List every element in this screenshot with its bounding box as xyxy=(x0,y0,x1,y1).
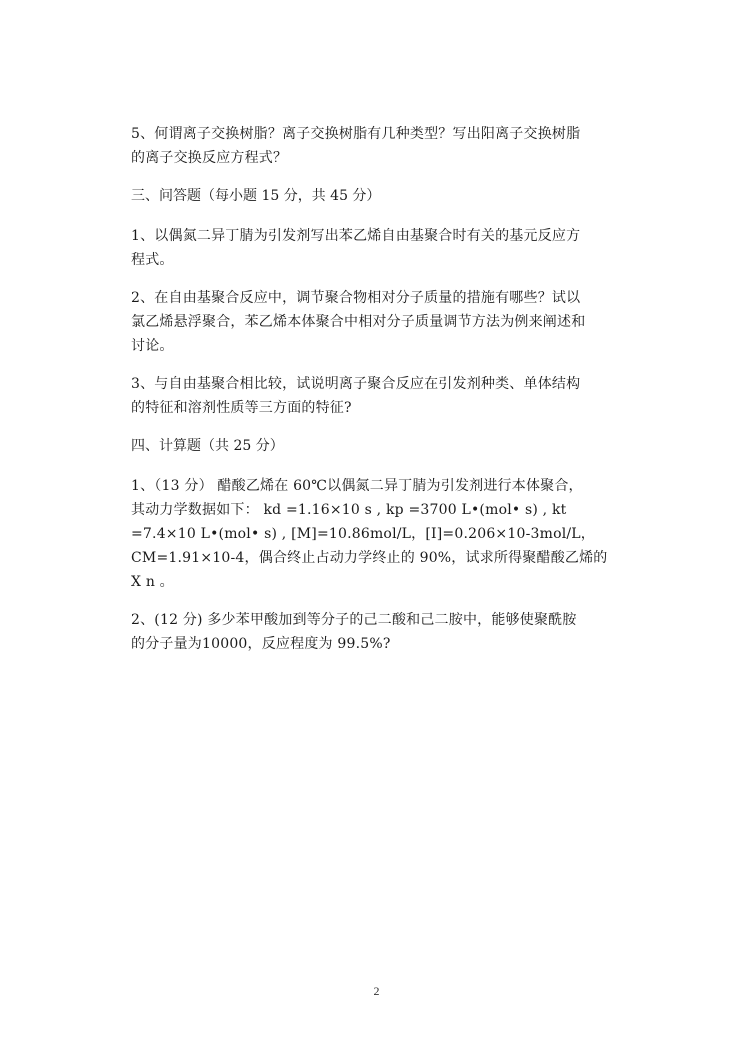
essay-question-2-line-2: 氯乙烯悬浮聚合，苯乙烯本体聚合中相对分子质量调节方法为例来阐述和 xyxy=(131,314,586,330)
calc-question-2 xyxy=(131,608,627,656)
page-number: 2 xyxy=(373,984,380,998)
calc-question-2-line-1: 2、(12 分) 多少苯甲酸加到等分子的己二酸和己二胺中，能够使聚酰胺 xyxy=(131,612,577,628)
essay-question-3 xyxy=(131,372,627,420)
essay-question-2-line-1: 2、在自由基聚合反应中，调节聚合物相对分子质量的措施有哪些？试以 xyxy=(131,290,581,306)
question-5 xyxy=(131,122,627,170)
calc-question-1-line-1: 1、（13 分） 醋酸乙烯在 60℃以偶氮二异丁腈为引发剂进行本体聚合， xyxy=(131,478,583,494)
question-5-line-1: 5、何谓离子交换树脂？离子交换树脂有几种类型？写出阳离子交换树脂 xyxy=(131,126,581,142)
calc-question-1-line-2: 其动力学数据如下： kd =1.16×10 s , kp =3700 L•(mol• s) , kt xyxy=(131,502,567,518)
page-content xyxy=(131,122,627,670)
section-3-heading: 三、问答题（每小题 15 分，共 45 分） xyxy=(131,188,381,204)
essay-question-2 xyxy=(131,286,627,358)
essay-question-1 xyxy=(131,224,627,272)
section-4-heading: 四、计算题（共 25 分） xyxy=(131,438,284,454)
question-5-line-2: 的离子交换反应方程式？ xyxy=(131,150,288,166)
calc-question-1 xyxy=(131,474,627,594)
calc-question-1-line-4: CM=1.91×10-4，偶合终止占动力学终止的 90%，试求所得聚醋酸乙烯的 xyxy=(131,550,608,566)
essay-question-3-line-1: 3、与自由基聚合相比较，试说明离子聚合反应在引发剂种类、单体结构 xyxy=(131,376,581,392)
calc-question-2-line-2: 的分子量为10000，反应程度为 99.5%? xyxy=(131,636,391,652)
essay-question-1-line-2: 程式。 xyxy=(131,252,174,268)
calc-question-1-line-5: X n 。 xyxy=(131,574,174,590)
essay-question-3-line-2: 的特征和溶剂性质等三方面的特征? xyxy=(131,400,352,416)
essay-question-1-line-1: 1、以偶氮二异丁腈为引发剂写出苯乙烯自由基聚合时有关的基元反应方 xyxy=(131,228,581,244)
calc-question-1-line-3: =7.4×10 L•(mol• s) , [M]=10.86mol/L，[I]=0.206×10-3mol/L， xyxy=(131,526,595,542)
essay-question-2-line-3: 讨论。 xyxy=(131,338,174,354)
